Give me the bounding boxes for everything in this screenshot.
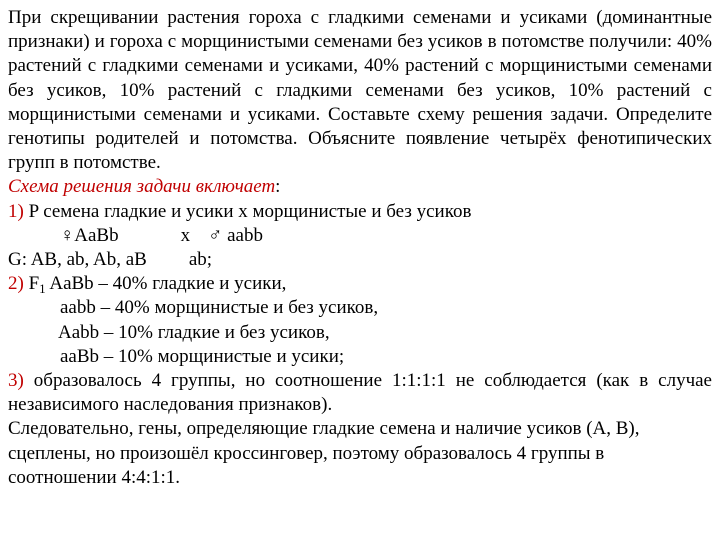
step-1 (8, 200, 712, 224)
step-1-text: P семена гладкие и усики х морщинистые и без усиков (23, 200, 472, 222)
parent-cross (8, 224, 712, 248)
step-2-number: 2) (8, 273, 24, 295)
female-gametes: G: AB, ab, Ab, aB (8, 248, 147, 270)
female-genotype: ♀AaBb (60, 224, 119, 246)
problem-text: При скрещивании растения гороха с гладкими семенами и усиками (доминантные признаки) и гороха с морщинистыми семенами без усиков в потомстве получили: 40% растений с гладкими семенами и усиками, 40% растений с морщинистыми семенами без усиков, 10% растений с гладкими семенами без усиков, 10% растений с морщинистыми семенами и усиками. Составьте схему решения задачи. Определите генотипы родителей и потомства. Объясните появление четырёх фенотипических групп в потомстве. (8, 7, 712, 174)
conclusion-text: Следовательно, гены, определяющие гладкие семена и наличие усиков (А, В), сцеплены, но произошёл кроссинговер, поэтому образовалось 4 группы в соотношении 4:4:1:1. (8, 418, 640, 488)
offspring-row-1: AaBb – 40% гладкие и усики, (45, 273, 287, 295)
offspring-row-2: aabb – 40% морщинистые и без усиков, (60, 297, 379, 319)
step-2 (8, 272, 712, 296)
document-page (8, 6, 712, 490)
gametes-line (8, 248, 712, 272)
generation-subscript: 1 (39, 281, 46, 297)
scheme-heading-colon: : (275, 176, 281, 198)
step-1-number: 1) (8, 200, 24, 222)
step-3-number: 3) (8, 369, 24, 391)
step-3-text: образовалось 4 группы, но соотношение 1:1:1:1 не соблюдается (как в случае независимого наследования признаков). (8, 369, 712, 416)
scheme-heading (8, 175, 712, 199)
offspring-row-3: Aabb – 10% гладкие и без усиков, (58, 321, 330, 343)
male-gametes: ab; (188, 248, 213, 270)
male-genotype: ♂ aabb (208, 224, 263, 246)
scheme-heading-label: Схема решения задачи включает (8, 176, 276, 198)
offspring-row-4: aaBb – 10% морщинистые и усики; (60, 345, 345, 367)
generation-label: F (23, 273, 40, 295)
cross-sign: х (180, 224, 191, 246)
step-3 (8, 369, 712, 417)
